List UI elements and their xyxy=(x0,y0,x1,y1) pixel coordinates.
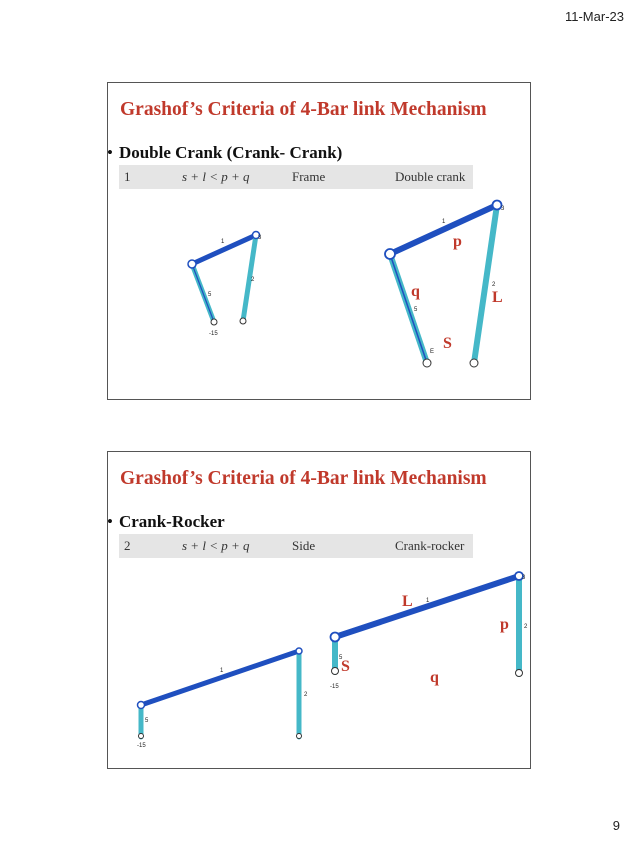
label-S: S xyxy=(443,335,452,352)
label-q: q xyxy=(430,669,439,686)
svg-text:5: 5 xyxy=(414,307,418,313)
svg-text:3: 3 xyxy=(501,206,505,212)
table-cell-condition: s + l < p + q xyxy=(182,538,250,553)
bullet-text: Double Crank (Crank- Crank) xyxy=(118,143,343,162)
mechanism-diagram xyxy=(108,452,532,770)
page-number: 9 xyxy=(612,818,620,833)
slide-crank-rocker xyxy=(107,451,531,769)
small-four-bar-linkage xyxy=(188,232,262,338)
label-L: L xyxy=(402,593,413,610)
svg-text:1: 1 xyxy=(426,598,430,604)
svg-text:3: 3 xyxy=(522,575,526,581)
label-S: S xyxy=(341,658,350,675)
svg-text:E: E xyxy=(430,349,435,355)
svg-text:1: 1 xyxy=(442,219,446,225)
small-four-bar-linkage xyxy=(137,648,308,749)
svg-text:2: 2 xyxy=(304,692,308,698)
svg-text:2: 2 xyxy=(251,277,255,283)
svg-text:5: 5 xyxy=(145,718,149,724)
table-cell-index: 1 xyxy=(124,169,131,184)
table-cell-condition: s + l < p + q xyxy=(182,169,250,184)
bullet-marker: • xyxy=(107,512,113,531)
label-p: p xyxy=(500,616,509,633)
label-q: q xyxy=(411,283,420,300)
large-four-bar-linkage xyxy=(330,572,528,690)
slide-title: Grashof’s Criteria of 4-Bar link Mechanism xyxy=(120,99,487,120)
svg-text:1: 1 xyxy=(220,668,224,674)
label-p: p xyxy=(453,233,462,250)
label-L: L xyxy=(492,289,503,306)
table-cell-type: Double crank xyxy=(395,169,466,184)
table-cell-fixed-link: Frame xyxy=(292,169,326,184)
svg-text:-15: -15 xyxy=(209,331,218,337)
svg-text:5: 5 xyxy=(208,292,212,298)
svg-text:1: 1 xyxy=(221,239,225,245)
mechanism-diagram xyxy=(108,83,532,401)
svg-text:-15: -15 xyxy=(330,684,339,690)
slide-title: Grashof’s Criteria of 4-Bar link Mechanism xyxy=(120,468,487,489)
svg-text:2: 2 xyxy=(524,624,528,630)
bullet-text: Crank-Rocker xyxy=(118,512,225,531)
bullet-marker: • xyxy=(107,143,113,162)
table-cell-type: Crank-rocker xyxy=(395,538,465,553)
svg-text:5: 5 xyxy=(339,655,343,661)
svg-text:3: 3 xyxy=(258,235,262,241)
slide-double-crank xyxy=(107,82,531,400)
table-cell-index: 2 xyxy=(124,538,131,553)
slide-date: 11-Mar-23 xyxy=(564,9,624,24)
svg-text:2: 2 xyxy=(492,282,496,288)
svg-text:-15: -15 xyxy=(137,743,146,749)
table-cell-fixed-link: Side xyxy=(292,538,316,553)
